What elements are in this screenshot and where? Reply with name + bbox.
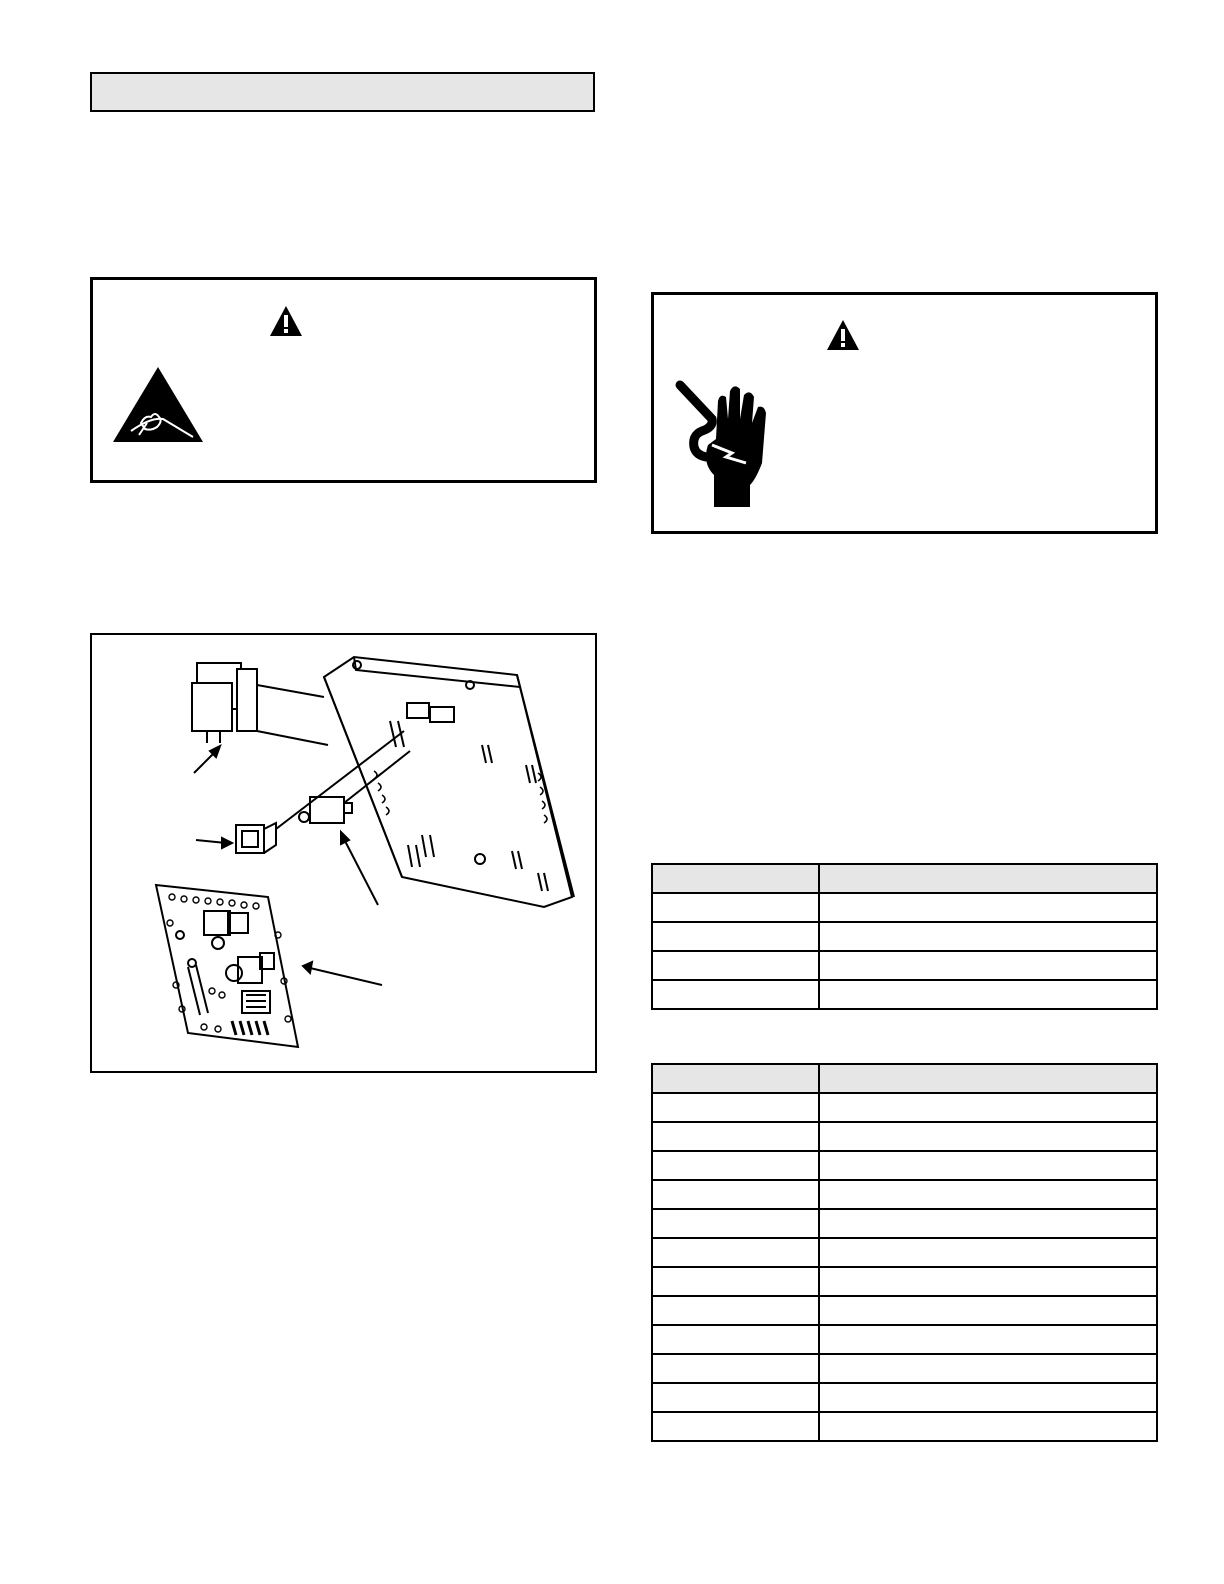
- table-cell: [819, 980, 1157, 1009]
- table-row: [652, 1325, 1157, 1354]
- table-row: [652, 1209, 1157, 1238]
- table-cell: [819, 1238, 1157, 1267]
- table-header-cell: [819, 864, 1157, 893]
- table-cell: [652, 980, 819, 1009]
- table-row: [652, 1383, 1157, 1412]
- table-cell: [652, 1412, 819, 1441]
- warning-triangle-icon: [826, 319, 860, 351]
- table-cell: [652, 1325, 819, 1354]
- esd-hand-icon: [111, 365, 205, 445]
- table-cell: [819, 1383, 1157, 1412]
- electric-shock-hand-icon: [672, 379, 772, 509]
- table-cell: [819, 1412, 1157, 1441]
- warning-triangle-icon: [269, 305, 303, 337]
- table-row: [652, 893, 1157, 922]
- table-cell: [652, 1354, 819, 1383]
- section-header-bar: [90, 72, 595, 112]
- table-row: [652, 951, 1157, 980]
- table-cell: [652, 1296, 819, 1325]
- table-cell: [819, 1093, 1157, 1122]
- table-cell: [819, 1325, 1157, 1354]
- table-row: [652, 1296, 1157, 1325]
- table-header-cell: [652, 864, 819, 893]
- table-row: [652, 980, 1157, 1009]
- table-row: [652, 1093, 1157, 1122]
- table-cell: [652, 1180, 819, 1209]
- caution-box: [90, 277, 597, 483]
- table-cell: [652, 1093, 819, 1122]
- spec-table-2: [651, 1063, 1158, 1442]
- table-cell: [819, 1354, 1157, 1383]
- table-cell: [819, 1267, 1157, 1296]
- table-row: [652, 1354, 1157, 1383]
- table-cell: [819, 1296, 1157, 1325]
- table-cell: [652, 893, 819, 922]
- table-row: [652, 1267, 1157, 1296]
- table-cell: [652, 922, 819, 951]
- table-header-row: [652, 864, 1157, 893]
- table-cell: [819, 1180, 1157, 1209]
- warning-box: [651, 292, 1158, 534]
- table-header-row: [652, 1064, 1157, 1093]
- table-cell: [819, 951, 1157, 980]
- table-cell: [652, 951, 819, 980]
- table-row: [652, 1151, 1157, 1180]
- table-cell: [819, 893, 1157, 922]
- table-cell: [819, 922, 1157, 951]
- table-header-cell: [652, 1064, 819, 1093]
- table-header-cell: [819, 1064, 1157, 1093]
- table-row: [652, 1412, 1157, 1441]
- table-row: [652, 1238, 1157, 1267]
- table-cell: [652, 1267, 819, 1296]
- table-cell: [819, 1151, 1157, 1180]
- control-box-exploded-diagram: [92, 635, 595, 1071]
- table-row: [652, 1180, 1157, 1209]
- table-row: [652, 1122, 1157, 1151]
- table-cell: [652, 1238, 819, 1267]
- table-cell: [652, 1151, 819, 1180]
- table-cell: [819, 1209, 1157, 1238]
- table-cell: [652, 1209, 819, 1238]
- table-cell: [652, 1122, 819, 1151]
- table-row: [652, 922, 1157, 951]
- table-cell: [819, 1122, 1157, 1151]
- table-cell: [652, 1383, 819, 1412]
- spec-table-1: [651, 863, 1158, 1010]
- figure-box: [90, 633, 597, 1073]
